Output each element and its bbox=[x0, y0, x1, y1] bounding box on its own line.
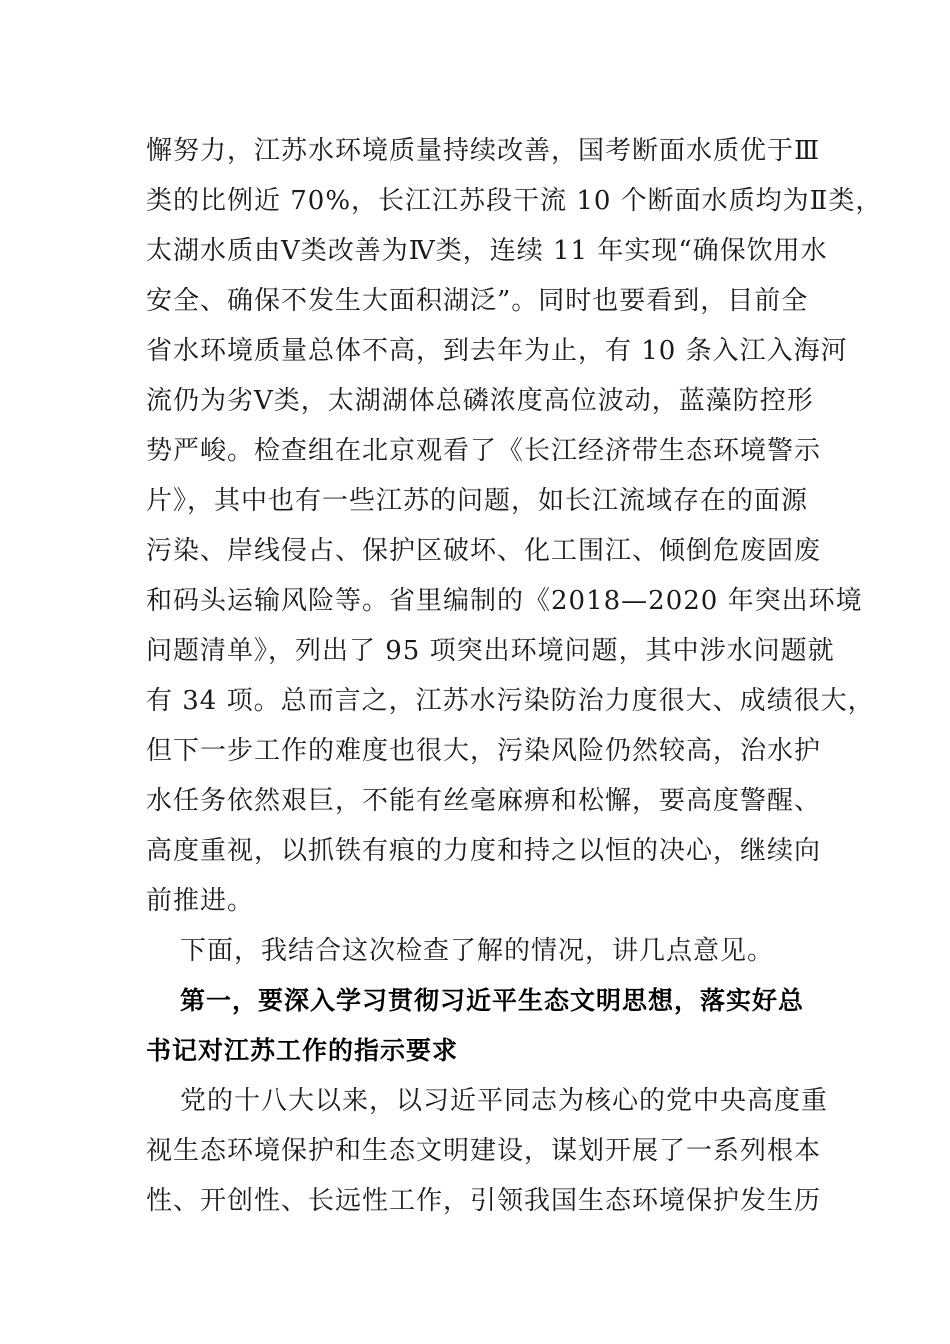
text-line: 流仍为劣Ⅴ类，太湖湖体总磷浓度高位波动，蓝藻防控形 bbox=[146, 386, 814, 416]
text-line: 有 34 项。总而言之，江苏水污染防治力度很大、成绩很大， bbox=[146, 686, 875, 716]
text-line: 懈努力，江苏水环境质量持续改善，国考断面水质优于Ⅲ bbox=[146, 136, 821, 166]
text-line: 污染、岸线侵占、保护区破坏、化工围江、倾倒危废固废 bbox=[146, 536, 822, 566]
text-line: 问题清单》，列出了 95 项突出环境问题，其中涉水问题就 bbox=[146, 636, 835, 666]
text-line: 党的十八大以来，以习近平同志为核心的党中央高度重 bbox=[180, 1086, 829, 1116]
text-line: 水任务依然艰巨，不能有丝毫麻痹和松懈，要高度警醒、 bbox=[146, 786, 822, 816]
text-line: 安全、确保不发生大面积湖泛”。同时也要看到，目前全 bbox=[146, 286, 809, 316]
heading-line: 第一，要深入学习贯彻习近平生态文明思想，落实好总 bbox=[180, 986, 805, 1015]
text-line: 片》，其中也有一些江苏的问题，如长江流域存在的面源 bbox=[146, 486, 809, 516]
text-line: 性、开创性、长远性工作，引领我国生态环境保护发生历 bbox=[146, 1186, 822, 1216]
section-heading bbox=[146, 976, 826, 1076]
text-line: 高度重视，以抓铁有痕的力度和持之以恒的决心，继续向 bbox=[146, 836, 822, 866]
text-line: 视生态环境保护和生态文明建设，谋划开展了一系列根本 bbox=[146, 1136, 822, 1166]
document-body bbox=[146, 126, 883, 1226]
text-line: 势严峻。检查组在北京观看了《长江经济带生态环境警示 bbox=[146, 436, 822, 466]
paragraph-water-quality bbox=[146, 126, 883, 926]
text-line: 省水环境质量总体不高，到去年为止，有 10 条入江入海河 bbox=[146, 336, 848, 366]
text-line: 下面，我结合这次检查了解的情况，讲几点意见。 bbox=[180, 936, 775, 966]
text-line: 和码头运输风险等。省里编制的《2018—2020 年突出环境 bbox=[146, 586, 863, 616]
text-line: 但下一步工作的难度也很大，污染风险仍然较高，治水护 bbox=[146, 736, 822, 766]
text-line: 太湖水质由Ⅴ类改善为Ⅳ类，连续 11 年实现“确保饮用水 bbox=[146, 236, 828, 266]
heading-line: 书记对江苏工作的指示要求 bbox=[146, 1036, 459, 1065]
paragraph-party-congress bbox=[146, 1076, 829, 1226]
text-line: 类的比例近 70%，长江江苏段干流 10 个断面水质均为Ⅱ类， bbox=[146, 186, 883, 216]
text-line: 前推进。 bbox=[146, 886, 255, 916]
paragraph-transition bbox=[146, 926, 826, 976]
